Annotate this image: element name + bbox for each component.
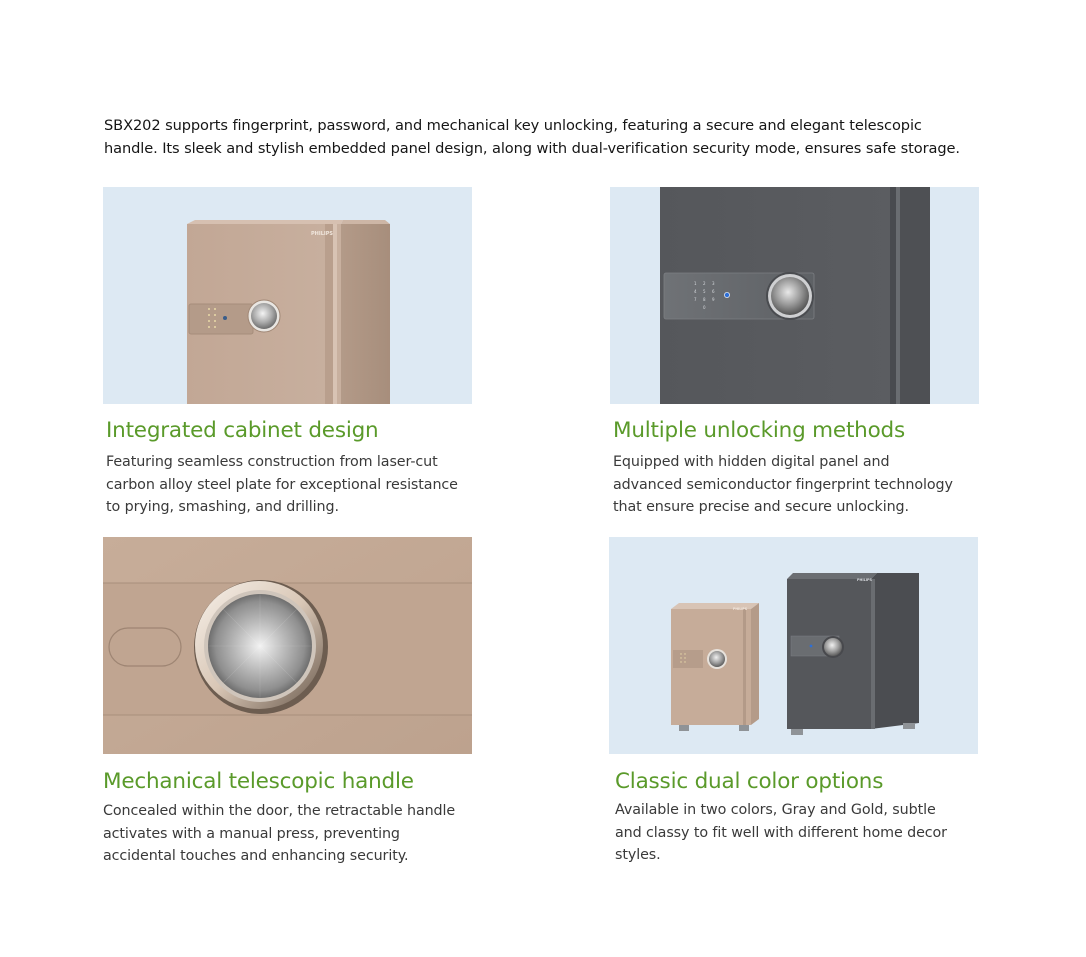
svg-text:2: 2 <box>703 281 706 286</box>
svg-text:3: 3 <box>712 281 715 286</box>
gold-safe-image <box>103 187 472 404</box>
svg-text:9: 9 <box>712 297 715 302</box>
desc-line: that ensure precise and secure unlocking. <box>613 499 909 515</box>
brand-logo: PHILIPS <box>857 578 872 582</box>
desc-line: accidental touches and enhancing security. <box>103 848 409 864</box>
desc-line: and classy to fit well with different home decor <box>615 824 947 841</box>
intro-line-2: handle. Its sleek and stylish embedded panel design, along with dual-verification security mode, ensures safe storage. <box>104 140 960 157</box>
feature-title: Integrated cabinet design <box>106 418 379 443</box>
svg-text:1: 1 <box>694 281 697 286</box>
desc-line: Featuring seamless construction from laser-cut <box>106 454 438 470</box>
feature-title: Multiple unlocking methods <box>613 418 905 443</box>
dual-color-safes-image <box>609 537 978 754</box>
svg-text:6: 6 <box>712 289 715 294</box>
feature-title: Classic dual color options <box>615 769 884 794</box>
feature-description <box>106 451 478 519</box>
desc-line: Concealed within the door, the retractable handle <box>103 803 456 819</box>
feature-description <box>103 800 475 868</box>
desc-line: activates with a manual press, preventing <box>103 825 400 842</box>
svg-text:5: 5 <box>703 289 706 294</box>
feature-description <box>615 799 987 867</box>
fingerprint-sensor-icon <box>724 292 729 297</box>
brand-logo: PHILIPS <box>733 607 748 611</box>
svg-text:8: 8 <box>703 297 706 302</box>
svg-text:4: 4 <box>694 289 697 294</box>
gray-safe-keypad-image <box>610 187 979 404</box>
svg-text:0: 0 <box>703 305 706 310</box>
desc-line: Available in two colors, Gray and Gold, subtle <box>615 802 936 818</box>
intro-line-1: SBX202 supports fingerprint, password, and mechanical key unlocking, featuring a secure and elegant telescopic <box>104 117 922 134</box>
desc-line: to prying, smashing, and drilling. <box>106 499 339 515</box>
svg-text:7: 7 <box>694 297 697 302</box>
intro-paragraph <box>104 114 984 160</box>
feature-title: Mechanical telescopic handle <box>103 769 414 794</box>
desc-line: advanced semiconductor fingerprint technology <box>613 476 953 493</box>
feature-description <box>613 451 985 519</box>
brand-logo: PHILIPS <box>311 231 334 237</box>
desc-line: Equipped with hidden digital panel and <box>613 454 890 470</box>
handle-closeup-image <box>103 537 472 754</box>
desc-line: carbon alloy steel plate for exceptional resistance <box>106 476 458 493</box>
desc-line: styles. <box>615 847 661 863</box>
